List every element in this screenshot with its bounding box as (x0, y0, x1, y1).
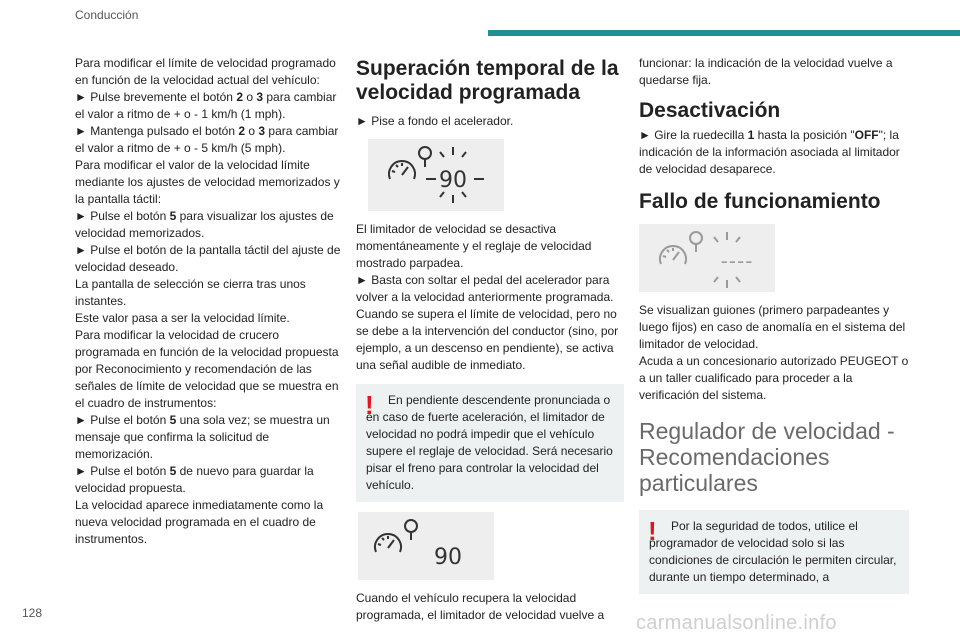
step-item: ► Pulse el botón de la pantalla táctil del ajuste de velocidad deseado. (75, 242, 345, 276)
paragraph: Se visualizan guiones (primero parpadeantes y luego fijos) en caso de anomalía en el sistema del limitador de velocidad. (639, 303, 906, 351)
step-item: ► Gire la ruedecilla 1 hasta la posición "OFF"; la indicación de la información asociada al limitador de velocidad desaparece. (639, 127, 909, 178)
paragraph: Este valor pasa a ser la velocidad límite. (75, 311, 290, 325)
section-heading: Superación temporal de la velocidad programada (356, 57, 619, 104)
paragraph: La velocidad aparece inmediatamente como la nueva velocidad programada en el cuadro de instrumentos. (75, 498, 324, 546)
paragraph: El limitador de velocidad se desactiva momentáneamente y el reglaje de velocidad mostrado parpadea. (356, 222, 592, 270)
section-heading-fallo: Fallo de funcionamiento (639, 190, 881, 213)
paragraph: Para modificar la velocidad de crucero programada en función de la velocidad propuesta por Reconocimiento y recomendación de las señales de límite de velocidad que se muestra en el cuadro de instrumentos: (75, 328, 339, 410)
speed-limiter-blinking-figure (368, 139, 504, 211)
warning-text: En pendiente descendente pronunciada o en caso de fuerte aceleración, el limitador de velocidad no podrá impedir que el vehículo supere el reglaje de velocidad. Será necesario pisar el freno para controlar la velocidad del vehículo. (366, 393, 613, 492)
speed-value: 90 (439, 168, 467, 193)
column-right (639, 55, 909, 594)
section-heading-desactivacion: Desactivación (639, 99, 781, 122)
speed-value: 90 (434, 545, 462, 570)
column-middle (356, 57, 624, 624)
header-accent-bar (488, 30, 960, 36)
paragraph: Para modificar el límite de velocidad programado en función de la velocidad actual del vehículo: (75, 56, 336, 87)
speed-limiter-active-figure (358, 512, 494, 580)
step-item: ► Pulse el botón 5 para visualizar los ajustes de velocidad memorizados. (75, 208, 345, 242)
step-item: ► Pulse el botón 5 de nuevo para guardar la velocidad propuesta. (75, 463, 345, 497)
speed-limiter-fault-figure (639, 224, 775, 292)
paragraph: funcionar: la indicación de la velocidad vuelve a quedarse fija. (639, 56, 893, 87)
section-heading-regulador: Regulador de velocidad - Recomendaciones particulares (639, 418, 895, 496)
step-item: ► Basta con soltar el pedal del acelerador para volver a la velocidad anteriormente programada. (356, 272, 624, 306)
step-item: ► Mantenga pulsado el botón 2 o 3 para cambiar el valor a ritmo de + o - 5 km/h (5 mph). (75, 123, 345, 157)
paragraph: Acuda a un concesionario autorizado PEUGEOT o a un taller cualificado para proceder a la verificación del sistema. (639, 354, 909, 402)
column-left (75, 55, 345, 548)
paragraph: Para modificar el valor de la velocidad límite mediante los ajustes de velocidad memorizados y la pantalla táctil: (75, 158, 340, 206)
paragraph: Cuando el vehículo recupera la velocidad programada, el limitador de velocidad vuelve a (356, 591, 605, 622)
step-item: ► Pulse el botón 5 una sola vez; se muestra un mensaje que confirma la solicitud de memorización. (75, 412, 345, 463)
dashes-value: ---- (720, 249, 754, 273)
warning-icon: ! (365, 390, 374, 420)
watermark: carmanualsonline.info (636, 612, 837, 634)
warning-text: Por la seguridad de todos, utilice el programador de velocidad solo si las condiciones de circulación le permiten circular, durante un tiempo determinado, a (649, 519, 897, 584)
page-header-title: Conducción (75, 8, 139, 22)
step-item: ► Pise a fondo el acelerador. (356, 113, 624, 130)
warning-icon: ! (648, 516, 657, 546)
warning-box (639, 510, 909, 594)
warning-box (356, 384, 624, 502)
step-item: ► Pulse brevemente el botón 2 o 3 para cambiar el valor a ritmo de + o - 1 km/h (1 mph). (75, 89, 345, 123)
paragraph: La pantalla de selección se cierra tras unos instantes. (75, 277, 306, 308)
paragraph: Cuando se supera el límite de velocidad, pero no se debe a la intervención del conductor (sino, por ejemplo, a un descenso en pendiente), se activa una señal audible de inmediato. (356, 307, 619, 372)
page-number: 128 (22, 606, 43, 620)
